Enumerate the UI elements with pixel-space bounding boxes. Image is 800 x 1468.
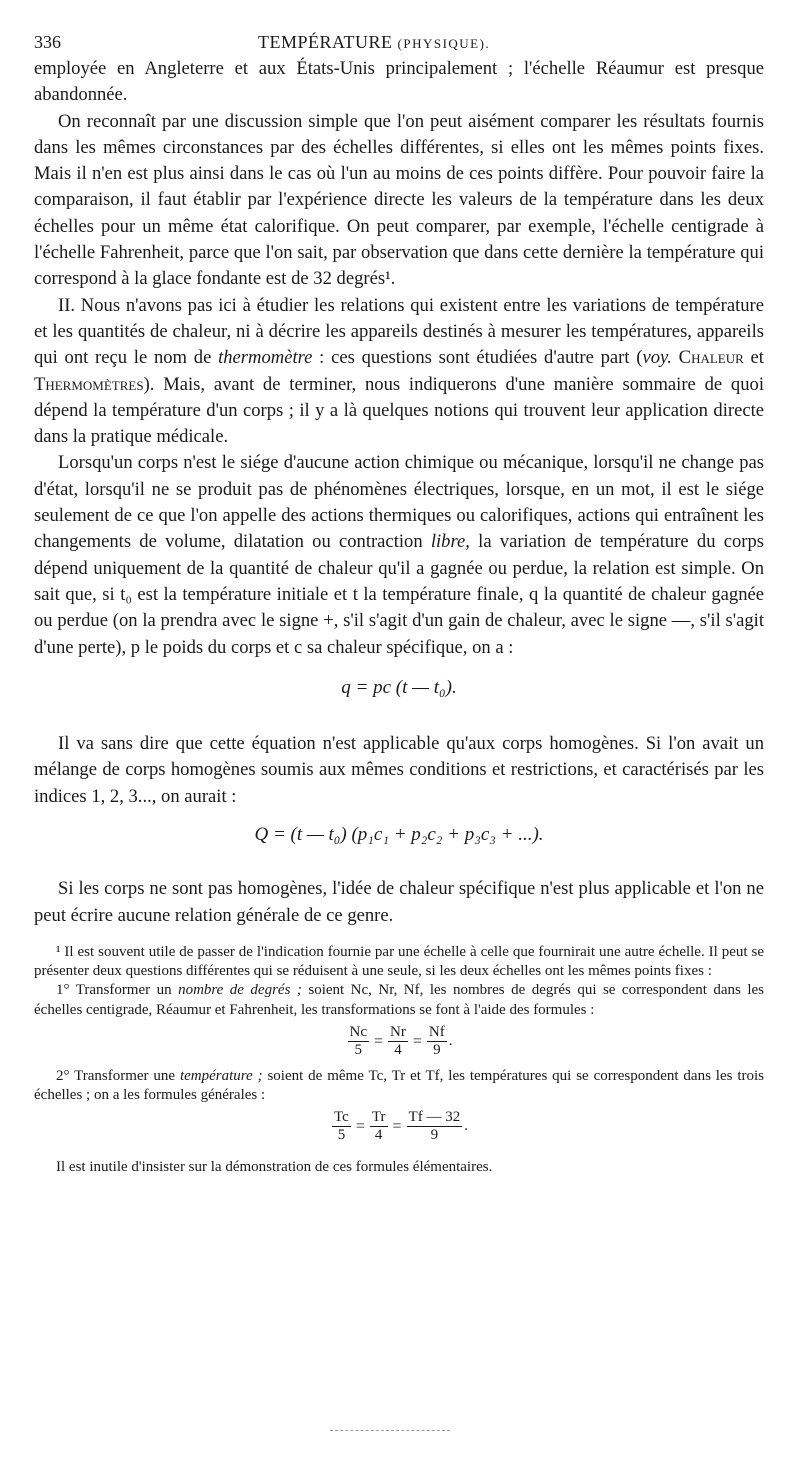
denominator: 5 xyxy=(337,1127,346,1144)
emphasis-thermometre: thermomètre xyxy=(218,347,313,369)
text-run: soient de même Tc, Tr et Tf, les températures qui se correspondent dans les trois échelles ; on a les formules générales : xyxy=(34,1067,764,1103)
fraction-tf xyxy=(407,1109,463,1144)
text-run: Lorsqu'un corps n'est le siége d'aucune action chimique ou mécanique, lorsqu'il ne change pas d'état, lorsqu'il ne se produit pas de phénomènes électriques, lorsque, en un mot, il est le siége seulement de ce que l'on appelle des actions thermiques ou calorifiques, actions qui entraînent les changements de volume, dilatation ou contraction xyxy=(34,452,764,553)
cross-ref-thermometres: Thermomètres xyxy=(34,373,144,395)
page-number: 336 xyxy=(34,32,61,52)
text-run: : ces questions sont étudiées d'autre part ( xyxy=(312,347,643,369)
main-text xyxy=(34,56,764,929)
text-run: , la variation de température du corps dépend uniquement de la quantité de chaleur qu'il a gagnée ou perdue, la relation est simple. On sait que, si t₀ est la température initiale et t la température finale, q la quantité de chaleur gagnée ou perdue (on la prendra avec le signe +, s'il s'agit d'un gain de chaleur, avec le signe —, s'il s'agit d'une perte), p le poids du corps et c sa chaleur spécifique, on a : xyxy=(34,531,764,658)
denominator: 9 xyxy=(433,1041,441,1058)
formula-heat: q = pc (t — t₀). xyxy=(341,676,457,698)
end-dot: . xyxy=(464,1118,468,1135)
numerator: Tr xyxy=(371,1109,386,1126)
numerator: Nr xyxy=(390,1023,406,1040)
equals-sign: = xyxy=(392,1118,402,1136)
footnote-1: ¹ Il est souvent utile de passer de l'indication fournie par une échelle à celle que fournirait une autre échelle. Il peut se présenter deux questions différentes qui se réduisent à une seule, si les deux échelles ont les mêmes points fixes : xyxy=(34,943,764,980)
footnote-closing: Il est inutile d'insister sur la démonstration de ces formules élémentaires. xyxy=(56,1159,493,1176)
text-run: soient Nc, Nr, Nf, les nombres de degrés qui se correspondent dans les échelles centigrade, Réaumur et Fahrenheit, les transformations se font à l'aide des formules : xyxy=(34,982,764,1018)
numerator: Tc xyxy=(334,1109,349,1126)
equals-sign: = xyxy=(355,1118,365,1136)
emphasis-nombre-degres: nombre de degrés ; xyxy=(178,982,302,999)
paragraph-scales: On reconnaît par une discussion simple que l'on peut aisément comparer les résultats fournis dans les mêmes circonstances par des échelles différentes, si elles ont les mêmes points fixes. Mais il n'en est plus ainsi dans le cas où l'un au moins de ces points diffère. Pour pouvoir faire la comparaison, il faut établir par l'expérience directe les valeurs de la température dans les deux échelles pour un même état calorifique. On peut comparer, par exemple, l'échelle centigrade à l'échelle Fahrenheit, parce que l'on sait, par observation que dans cette dernière la température qui correspond à la glace fondante est de 32 degrés¹. xyxy=(34,110,764,290)
paragraph-section-ii xyxy=(34,293,764,451)
equals-sign: = xyxy=(412,1032,422,1050)
text-run: 1° Transformer un xyxy=(56,982,179,999)
end-dot: . xyxy=(448,1032,453,1049)
paragraph-mixture: Il va sans dire que cette équation n'est applicable qu'aux corps homogènes. Si l'on avait un mélange de corps homogènes soumis aux mêmes conditions et restrictions, et caractérisés par les indices 1, 2, 3..., on aurait : xyxy=(34,733,764,807)
text-run: ). Mais, avant de terminer, nous indiquerons d'une manière sommaire de quoi dépend la température d'un corps ; il y a là quelques notions qui trouvent leur application directe dans la pratique médicale. xyxy=(34,373,764,448)
text-run: et xyxy=(743,347,764,369)
fraction-nr xyxy=(388,1024,408,1059)
running-title-main: TEMPÉRATURE xyxy=(258,32,393,52)
cross-ref-chaleur: Chaleur xyxy=(678,347,744,369)
running-title xyxy=(258,32,490,53)
emphasis-voy: voy. xyxy=(642,347,672,369)
text-run: 2° Transformer une xyxy=(56,1067,180,1084)
denominator: 5 xyxy=(354,1041,363,1058)
numerator: Nc xyxy=(349,1023,368,1040)
fraction-tr xyxy=(370,1109,388,1144)
paragraph-heterogeneous: Si les corps ne sont pas homogènes, l'idée de chaleur spécifique n'est plus applicable et l'on ne peut écrire aucune relation générale de ce genre. xyxy=(34,878,764,926)
equals-sign: = xyxy=(374,1032,384,1050)
text-run: II. Nous n'avons pas ici à étudier les relations qui existent entre les variations de température et les quantités de chaleur, ni à décrire les appareils destinés à mesurer les températures, appareils qui ont reçu le nom de xyxy=(34,294,764,369)
footnote-degrees xyxy=(34,981,764,1019)
paragraph-heat-relation xyxy=(34,450,764,660)
numerator: Tf — 32 xyxy=(408,1109,461,1126)
denominator: 9 xyxy=(430,1127,439,1144)
formula-temperatures xyxy=(34,1109,764,1144)
numerator: Nf xyxy=(428,1023,445,1040)
emphasis-temperature: température ; xyxy=(179,1067,263,1084)
document-page xyxy=(34,32,764,1177)
footnotes xyxy=(34,943,764,1177)
footnote-temperature xyxy=(34,1067,764,1105)
emphasis-libre: libre xyxy=(430,531,466,553)
formula-mixture: Q = (t — t₀) (p₁c₁ + p₂c₂ + p₃c₃ + ...). xyxy=(254,824,544,846)
page-bottom-mark xyxy=(330,1430,450,1433)
denominator: 4 xyxy=(394,1041,402,1058)
formula-degrees xyxy=(34,1024,764,1059)
running-title-sub: (PHYSIQUE). xyxy=(397,36,491,51)
page-header xyxy=(34,32,764,56)
fraction-nc xyxy=(348,1024,370,1059)
fraction-tc xyxy=(332,1109,351,1144)
denominator: 4 xyxy=(374,1127,383,1144)
paragraph-continuation: employée en Angleterre et aux États-Unis principalement ; l'échelle Réaumur est presque abandonnée. xyxy=(34,58,764,106)
fraction-nf xyxy=(427,1024,447,1059)
